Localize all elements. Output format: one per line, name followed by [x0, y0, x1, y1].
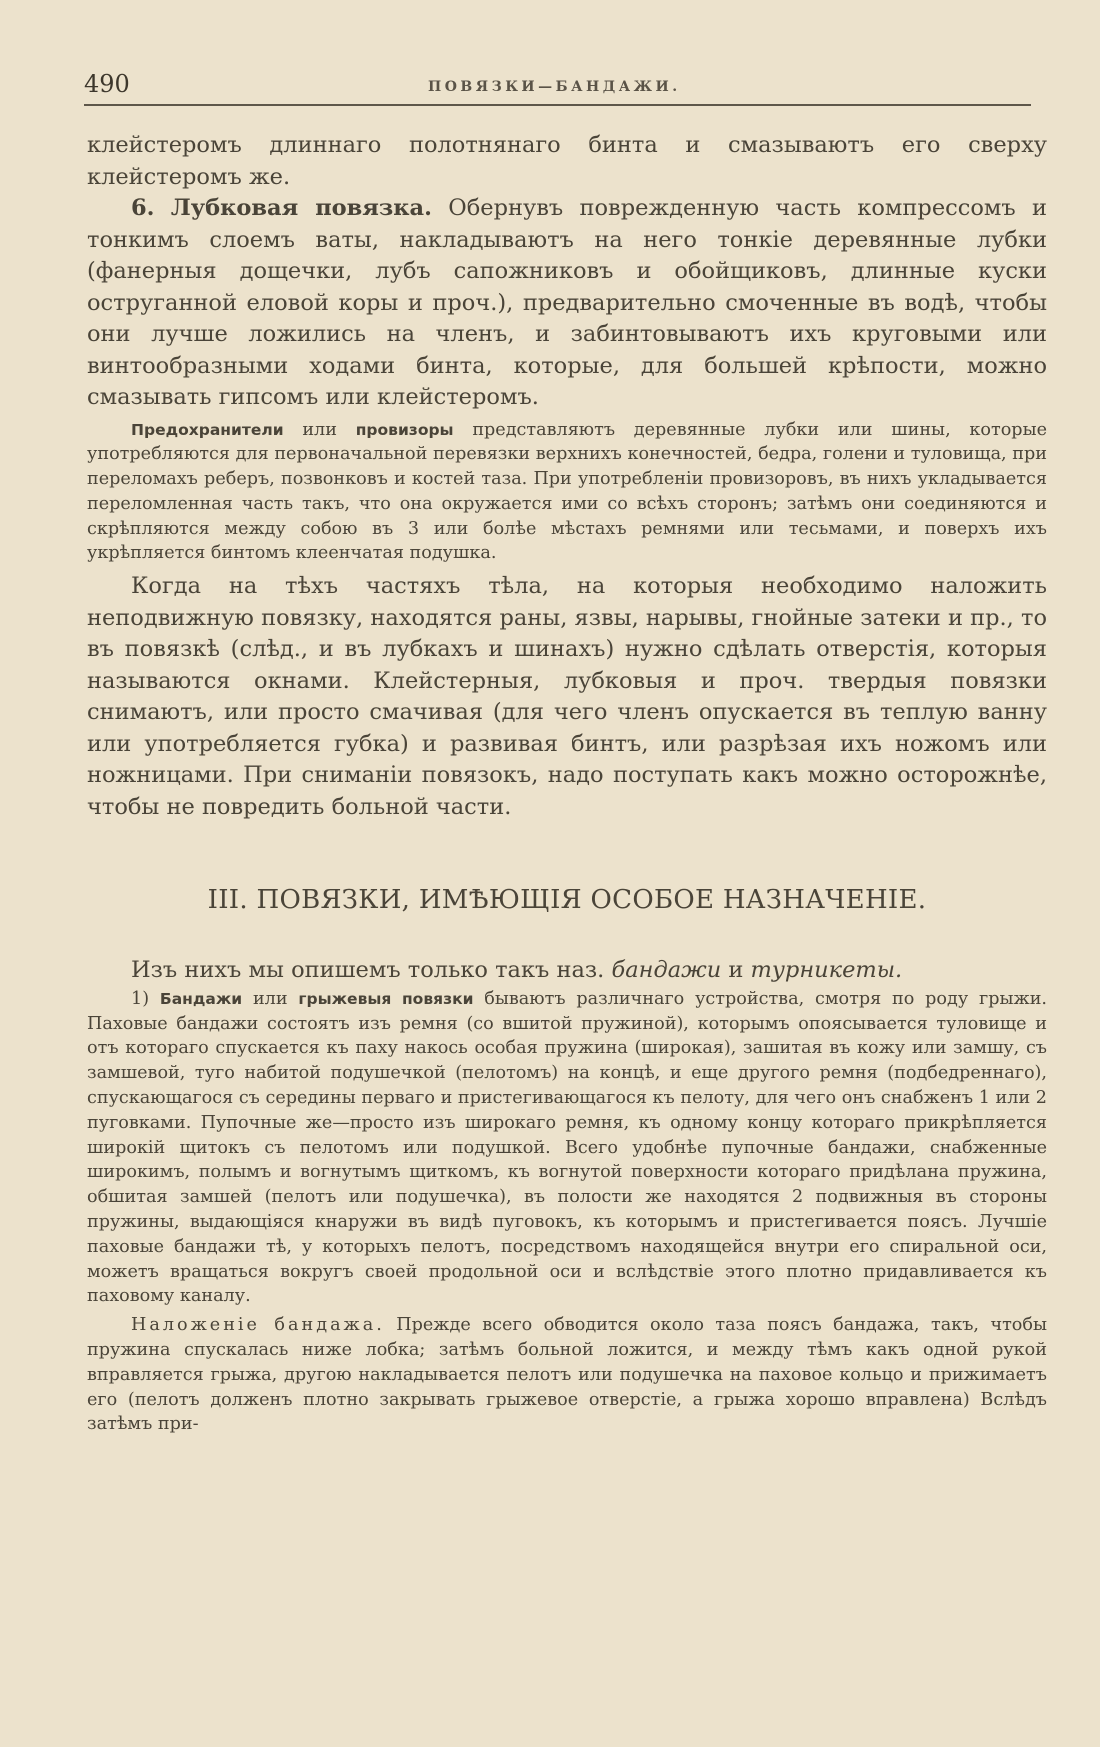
spaced-heading: Наложеніе бандажа.	[131, 1315, 385, 1336]
connector-text: или	[242, 988, 299, 1009]
paragraph-bandages	[87, 987, 1047, 1309]
paragraph-text: представляютъ деревянные лубки или шины, которые употребляются для первоначальной перевязки верхнихъ конечностей, бедра, голени и туловища, при переломахъ реберъ, позвонковъ и костей таза. При употребленіи провизоровъ, въ нихъ укладывается переломленная часть такъ, что она окружается ими со всѣхъ сторонъ; затѣмъ они соединяются и скрѣпляются между собою въ 3 или болѣе мѣстахъ ремнями или тесьмами, и поверхъ ихъ укрѣпляется бинтомъ клеенчатая подушка.	[87, 419, 1047, 564]
connector-text: или	[283, 419, 356, 440]
paragraph-splint-bandage	[87, 193, 1047, 414]
paragraph-text: Обернувъ поврежденную часть компрессомъ и тонкимъ слоемъ ваты, накладываютъ на него тонкіе деревянные лубки (фанерныя дощечки, лубъ сапожниковъ и обойщиковъ, длинные куски оструганной еловой коры и проч.), предварительно смоченные въ водѣ, чтобы они лучше ложились на членъ, и забинтовываютъ ихъ круговыми или винтообразными ходами бинта, которые, для большей крѣпости, можно смазывать гипсомъ или клейстеромъ.	[87, 195, 1048, 410]
section-number: 6.	[131, 195, 155, 221]
paragraph-application	[87, 1313, 1047, 1437]
item-number: 1)	[131, 988, 150, 1009]
paragraph-text: Изъ нихъ мы опишемъ только такъ наз.	[131, 957, 612, 984]
paragraph-continuation: клейстеромъ длиннаго полотнянаго бинта и смазываютъ его сверху клейстеромъ же.	[87, 132, 1047, 190]
italic-term: турникеты.	[750, 957, 903, 984]
term: провизоры	[355, 420, 454, 439]
page-body	[87, 130, 1047, 1437]
term: грыжевыя повязки	[298, 989, 474, 1008]
connector-text: и	[721, 957, 751, 984]
term: Бандажи	[159, 989, 243, 1008]
section-heading: Лубковая повязка.	[170, 195, 432, 221]
running-head: ПОВЯЗКИ—БАНДАЖИ.	[428, 79, 681, 95]
paragraph-intro	[87, 955, 1047, 987]
paragraph-text: Прежде всего обводится около таза поясъ бандажа, такъ, чтобы пружина спускалась ниже лобка; затѣмъ больной ложится, и между тѣмъ какъ одной рукой вправляется грыжа, другою накладывается пелотъ или подушечка на паховое кольцо и прижимаетъ его (пелотъ долженъ плотно закрывать грыжевое отверстіе, а грыжа хорошо вправлена) Вслѣдъ затѣмъ при-	[87, 1315, 1047, 1435]
term: Предохранители	[131, 420, 284, 439]
section-title: III. ПОВЯЗКИ, ИМѢЮЩІЯ ОСОБОЕ НАЗНАЧЕНІЕ.	[207, 885, 927, 916]
paragraph-text: бываютъ различнаго устройства, смотря по роду грыжи. Паховые бандажи состоятъ изъ ремня (со вшитой пружиной), которымъ опоясывается туловище и отъ котораго спускается къ паху накось особая пружина (широкая), зашитая въ кожу или замшу, съ замшевой, туго набитой подушечкой (пелотомъ) на концѣ, и еще другого ремня (подбедреннаго), спускающагося съ середины перваго и пристегивающагося къ пелоту, для чего онъ снабженъ 1 или 2 пуговками. Пупочные же—просто изъ широкаго ремня, къ одному концу котораго прикрѣпляется широкій щитокъ съ пелотомъ или подушкой. Всего удобнѣе пупочные бандажи, снабженные широкимъ, полымъ и вогнутымъ щиткомъ, къ вогнутой поверхности котораго придѣлана пружина, обшитая замшей (пелотъ или подушечка), въ полости же находятся 2 подвижныя въ стороны пружины, выдающіяся кнаружи въ видѣ пуговокъ, къ которымъ и пристегивается поясъ. Лучшіе паховые бандажи тѣ, у которыхъ пелотъ, посредствомъ находящейся внутри его спиральной оси, можетъ вращаться вокругъ своей продольной оси и вслѣдствіе этого плотно придавливается къ паховому каналу.	[87, 988, 1048, 1307]
paragraph-windows: Когда на тѣхъ частяхъ тѣла, на которыя необходимо наложить неподвижную повязку, находятся раны, язвы, нарывы, гнойные затеки и пр., то въ повязкѣ (слѣд., и въ лубкахъ и шинахъ) нужно сдѣлать отверстія, которыя называются окнами. Клейстерныя, лубковыя и проч. твердыя повязки снимаютъ, или просто смачивая (для чего членъ опускается въ теплую ванну или употребляется губка) и развивая бинтъ, или разрѣзая ихъ ножомъ или ножницами. При сниманіи повязокъ, надо поступать какъ можно осторожнѣе, чтобы не повредить больной части.	[87, 573, 1047, 820]
page-number: 490	[84, 70, 130, 98]
page-header	[84, 70, 1031, 102]
italic-term: бандажи	[611, 957, 722, 984]
paragraph-provisors	[87, 418, 1047, 567]
header-rule	[84, 104, 1031, 106]
